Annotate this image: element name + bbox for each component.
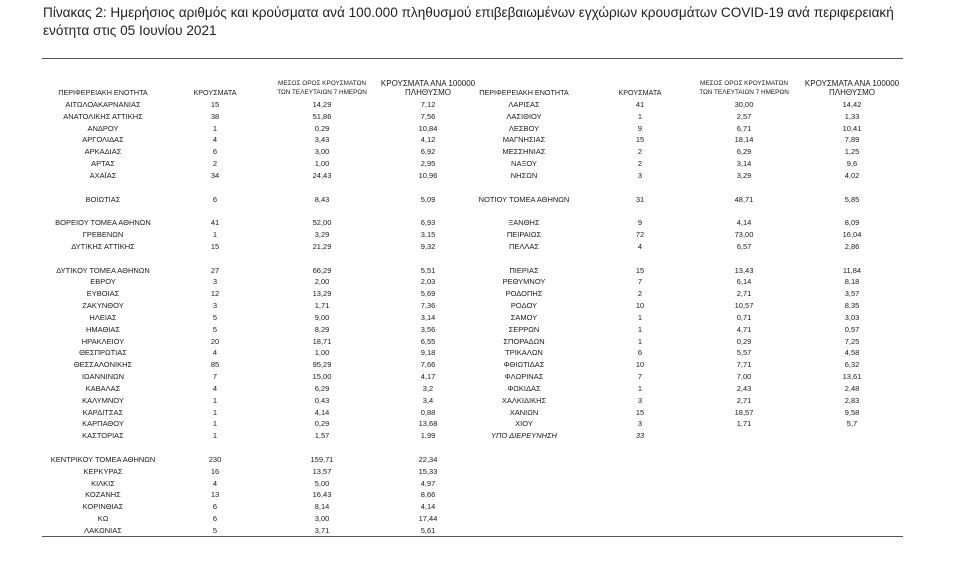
per100k-cell: 9,18 — [420, 348, 436, 358]
region-cell: ΠΕΙΡΑΙΩΣ — [506, 230, 542, 240]
avg7-cell: 51,86 — [312, 111, 332, 121]
avg7-cell: 13,43 — [734, 265, 754, 275]
per100k-cell: 5,69 — [420, 289, 436, 299]
cases-cell: 6 — [212, 147, 218, 157]
cases-cell: 31 — [635, 194, 645, 204]
cases-cell: 15 — [635, 265, 645, 275]
cases-cell: 16 — [210, 466, 220, 476]
avg7-cell: 6,57 — [736, 241, 752, 251]
avg7-cell: 2,00 — [314, 277, 330, 287]
per100k-cell: 1,33 — [844, 111, 860, 121]
cases-cell: 7 — [637, 372, 643, 382]
avg7-cell: 21,29 — [312, 241, 332, 251]
per100k-cell: 0,57 — [844, 324, 860, 334]
column-header-line: ΠΛΗΘΥΣΜΟ — [828, 88, 876, 97]
column-header-region: ΠΕΡΙΦΕΡΕΙΑΚΗ ΕΝΟΤΗΤΑ — [58, 88, 148, 97]
cases-cell: 1 — [637, 336, 643, 346]
column-header-line: ΚΡΟΥΣΜΑΤΑ ΑΝΑ 100000 — [804, 79, 900, 88]
per100k-cell: 4,58 — [844, 348, 860, 358]
row-spacer — [0, 205, 956, 217]
avg7-cell: 1,57 — [314, 431, 330, 441]
region-cell: ΑΙΤΩΛΟΑΚΑΡΝΑΝΙΑΣ — [65, 100, 141, 109]
avg7-cell: 2,71 — [736, 289, 752, 299]
table-row — [0, 489, 956, 501]
bottom-rule — [42, 536, 903, 537]
avg7-cell: 1,71 — [736, 419, 752, 429]
region-cell: ΑΝΑΤΟΛΙΚΗΣ ΑΤΤΙΚΗΣ — [63, 111, 143, 121]
avg7-cell: 2,43 — [736, 383, 752, 393]
per100k-cell: 3,15 — [420, 230, 436, 240]
cases-cell: 6 — [212, 194, 218, 204]
per100k-cell: 7,12 — [420, 100, 436, 109]
avg7-cell: 0,29 — [314, 123, 330, 133]
cases-cell: 4 — [212, 135, 218, 145]
avg7-cell: 159,71 — [310, 454, 334, 464]
table-row — [0, 265, 956, 277]
avg7-cell: 4,14 — [736, 218, 752, 228]
table-header — [0, 77, 956, 98]
table-row — [0, 324, 956, 336]
per100k-cell: 9,6 — [846, 159, 858, 169]
region-cell: ΝΗΣΩΝ — [510, 170, 538, 180]
cases-cell: 6 — [637, 348, 643, 358]
table-row — [0, 478, 956, 490]
per100k-cell: 3,03 — [844, 312, 860, 322]
avg7-cell: 4,14 — [314, 407, 330, 417]
region-cell: ΚΕΝΤΡΙΚΟΥ ΤΟΜΕΑ ΑΘΗΝΩΝ — [50, 454, 156, 464]
region-cell: ΓΡΕΒΕΝΩΝ — [82, 230, 124, 240]
per100k-cell: 3,57 — [844, 289, 860, 299]
table-row — [0, 395, 956, 407]
per100k-cell: 5,61 — [420, 525, 436, 535]
table-row — [0, 407, 956, 419]
region-cell: ΗΜΑΘΙΑΣ — [85, 324, 121, 334]
avg7-cell: 3,29 — [314, 230, 330, 240]
region-cell: ΚΟΖΑΝΗΣ — [85, 490, 121, 500]
avg7-cell: 14,29 — [312, 100, 332, 109]
cases-cell: 3 — [637, 419, 643, 429]
per100k-cell: 13,61 — [842, 372, 862, 382]
column-header-line: ΠΛΗΘΥΣΜΟ — [404, 88, 452, 97]
avg7-cell: 6,29 — [736, 147, 752, 157]
avg7-cell: 13,57 — [312, 466, 332, 476]
cases-cell: 6 — [212, 502, 218, 512]
column-header-line: ΤΩΝ ΤΕΛΕΥΤΑΙΩΝ 7 ΗΜΕΡΩΝ — [699, 89, 789, 96]
per100k-cell: 1,25 — [844, 147, 860, 157]
cases-cell: 13 — [210, 490, 220, 500]
column-header-region: ΠΕΡΙΦΕΡΕΙΑΚΗ ΕΝΟΤΗΤΑ — [479, 88, 569, 97]
cases-cell: 15 — [210, 241, 220, 251]
region-cell: ΖΑΚΥΝΘΟΥ — [82, 301, 124, 311]
cases-cell: 1 — [637, 383, 643, 393]
cases-cell: 10 — [635, 301, 645, 311]
table-row — [0, 194, 956, 206]
avg7-cell: 0,29 — [736, 336, 752, 346]
table-caption — [43, 4, 894, 40]
region-cell: ΧΙΟΥ — [515, 419, 533, 429]
region-cell: ΑΧΑΪΑΣ — [89, 170, 117, 180]
region-cell: ΜΑΓΝΗΣΙΑΣ — [502, 135, 546, 145]
avg7-cell: 0,71 — [736, 312, 752, 322]
region-cell: ΗΛΕΙΑΣ — [89, 312, 117, 322]
table-row — [0, 158, 956, 170]
cases-cell: 15 — [635, 407, 645, 417]
per100k-cell: 3,4 — [422, 395, 434, 405]
per100k-cell: 7,36 — [420, 301, 436, 311]
avg7-cell: 9,00 — [314, 312, 330, 322]
cases-cell: 4 — [212, 383, 218, 393]
avg7-cell: 30,00 — [734, 100, 754, 109]
region-cell: ΝΑΞΟΥ — [511, 159, 537, 169]
region-cell: ΙΩΑΝΝΙΝΩΝ — [81, 372, 125, 382]
region-cell: ΧΑΛΚΙΔΙΚΗΣ — [501, 395, 547, 405]
table-row — [0, 383, 956, 395]
per100k-cell: 5,7 — [846, 419, 858, 429]
avg7-cell: 1,00 — [314, 348, 330, 358]
cases-cell: 1 — [212, 407, 218, 417]
table-right-half — [0, 99, 956, 442]
cases-cell: 2 — [637, 147, 643, 157]
table-row — [0, 430, 956, 442]
column-header-7day-average — [684, 79, 804, 97]
per100k-cell: 2,83 — [844, 395, 860, 405]
avg7-cell: 2,57 — [736, 111, 752, 121]
avg7-cell: 4,71 — [736, 324, 752, 334]
avg7-cell: 15,00 — [312, 372, 332, 382]
cases-cell: 3 — [212, 301, 218, 311]
column-header-per-100k — [792, 79, 912, 97]
row-spacer — [0, 442, 956, 454]
avg7-cell: 0,29 — [314, 419, 330, 429]
per100k-cell: 7,25 — [844, 336, 860, 346]
cases-cell: 9 — [637, 218, 643, 228]
region-cell: ΛΑΚΩΝΙΑΣ — [84, 525, 122, 535]
row-spacer — [0, 253, 956, 265]
region-cell: ΚΑΒΑΛΑΣ — [85, 383, 121, 393]
region-cell: ΝΟΤΙΟΥ ΤΟΜΕΑ ΑΘΗΝΩΝ — [478, 194, 570, 204]
avg7-cell: 3,43 — [314, 135, 330, 145]
avg7-cell: 66,29 — [312, 265, 332, 275]
cases-cell: 230 — [208, 454, 222, 464]
avg7-cell: 6,71 — [736, 123, 752, 133]
top-rule — [42, 58, 903, 59]
column-header-line: ΚΡΟΥΣΜΑΤΑ ΑΝΑ 100000 — [380, 79, 476, 88]
region-cell: ΡΟΔΟΠΗΣ — [505, 289, 543, 299]
column-header-7day-average — [262, 79, 382, 97]
region-cell: ΣΕΡΡΩΝ — [508, 324, 540, 334]
table-caption-line-1: Πίνακας 2: Ημερήσιος αριθμός και κρούσματα ανά 100.000 πληθυσμού επιβεβαιωμένων εγχώριων κρουσμάτων COVID-19 ανά περιφερειακή — [43, 5, 894, 20]
table-row — [0, 418, 956, 430]
per100k-cell: 6,92 — [420, 147, 436, 157]
avg7-cell: 3,71 — [314, 525, 330, 535]
per100k-cell: 13,68 — [418, 419, 438, 429]
table-row — [0, 371, 956, 383]
avg7-cell: 7,00 — [736, 372, 752, 382]
per100k-cell: 1,99 — [420, 431, 436, 441]
table-row — [0, 288, 956, 300]
cases-cell: 4 — [637, 241, 643, 251]
avg7-cell: 18,71 — [312, 336, 332, 346]
cases-cell: 41 — [635, 100, 645, 109]
table-row — [0, 347, 956, 359]
avg7-cell: 18,57 — [734, 407, 754, 417]
avg7-cell: 95,29 — [312, 360, 332, 370]
table-row — [0, 312, 956, 324]
table-row — [0, 123, 956, 135]
cases-cell: 10 — [635, 360, 645, 370]
column-header-cases: ΚΡΟΥΣΜΑΤΑ — [193, 88, 237, 97]
per100k-cell: 4,02 — [844, 170, 860, 180]
cases-cell: 1 — [637, 324, 643, 334]
per100k-cell: 5,85 — [844, 194, 860, 204]
region-cell: ΚΑΣΤΟΡΙΑΣ — [82, 431, 124, 441]
per100k-cell: 14,42 — [842, 100, 862, 109]
avg7-cell: 6,14 — [736, 277, 752, 287]
region-cell: ΛΑΡΙΣΑΣ — [508, 100, 540, 109]
table-row — [0, 466, 956, 478]
per100k-cell: 7,89 — [844, 135, 860, 145]
avg7-cell: 3,00 — [314, 513, 330, 523]
cases-cell: 3 — [637, 170, 643, 180]
per100k-cell: 3,14 — [420, 312, 436, 322]
avg7-cell: 6,29 — [314, 383, 330, 393]
cases-cell: 1 — [212, 230, 218, 240]
table-row — [0, 146, 956, 158]
region-cell: ΡΟΔΟΥ — [510, 301, 538, 311]
per100k-cell: 3,56 — [420, 324, 436, 334]
per100k-cell: 5,09 — [420, 194, 436, 204]
per100k-cell: 10,84 — [418, 123, 438, 133]
per100k-cell: 4,12 — [420, 135, 436, 145]
region-cell: ΠΙΕΡΙΑΣ — [509, 265, 539, 275]
per100k-cell: 16,04 — [842, 230, 862, 240]
region-cell: ΕΥΒΟΙΑΣ — [86, 289, 120, 299]
region-cell: ΑΝΔΡΟΥ — [87, 123, 119, 133]
avg7-cell: 10,57 — [734, 301, 754, 311]
avg7-cell: 5,57 — [736, 348, 752, 358]
table-body — [0, 99, 956, 539]
cases-cell: 1 — [212, 395, 218, 405]
cases-cell: 1 — [212, 431, 218, 441]
avg7-cell: 8,14 — [314, 502, 330, 512]
avg7-cell: 18,14 — [734, 135, 754, 145]
cases-cell: 5 — [212, 312, 218, 322]
region-cell: ΚΑΡΠΑΘΟΥ — [82, 419, 124, 429]
cases-cell: 1 — [212, 123, 218, 133]
region-cell: ΥΠΟ ΔΙΕΡΕΥΝΗΣΗ — [491, 431, 557, 441]
per100k-cell: 8,18 — [844, 277, 860, 287]
region-cell: ΘΕΣΣΑΛΟΝΙΚΗΣ — [73, 360, 133, 370]
avg7-cell: 16,43 — [312, 490, 332, 500]
cases-cell: 2 — [637, 289, 643, 299]
per100k-cell: 17,44 — [418, 513, 438, 523]
per100k-cell: 10,96 — [418, 170, 438, 180]
region-cell: ΞΑΝΘΗΣ — [508, 218, 540, 228]
region-cell: ΚΕΡΚΥΡΑΣ — [83, 466, 123, 476]
region-cell: ΦΛΩΡΙΝΑΣ — [504, 372, 544, 382]
avg7-cell: 8,29 — [314, 324, 330, 334]
avg7-cell: 73,00 — [734, 230, 754, 240]
per100k-cell: 7,66 — [420, 360, 436, 370]
table-row — [0, 359, 956, 371]
cases-cell: 72 — [635, 230, 645, 240]
cases-cell: 15 — [635, 135, 645, 145]
per100k-cell: 10,41 — [842, 123, 862, 133]
table-row — [0, 229, 956, 241]
cases-cell: 5 — [212, 324, 218, 334]
avg7-cell: 48,71 — [734, 194, 754, 204]
region-cell: ΔΥΤΙΚΗΣ ΑΤΤΙΚΗΣ — [71, 241, 135, 251]
avg7-cell: 0,43 — [314, 395, 330, 405]
per100k-cell: 7,56 — [420, 111, 436, 121]
avg7-cell: 8,43 — [314, 194, 330, 204]
avg7-cell: 2,71 — [736, 395, 752, 405]
region-cell: ΒΟΡΕΙΟΥ ΤΟΜΕΑ ΑΘΗΝΩΝ — [55, 218, 151, 228]
avg7-cell: 24,43 — [312, 170, 332, 180]
region-cell: ΑΡΓΟΛΙΔΑΣ — [82, 135, 124, 145]
region-cell: ΜΕΣΣΗΝΙΑΣ — [502, 147, 546, 157]
cases-cell: 3 — [212, 277, 218, 287]
cases-cell: 20 — [210, 336, 220, 346]
region-cell: ΚΟΡΙΝΘΙΑΣ — [82, 502, 124, 512]
region-cell: ΦΘΙΩΤΙΔΑΣ — [503, 360, 545, 370]
per100k-cell: 8,35 — [844, 301, 860, 311]
per100k-cell: 0,88 — [420, 407, 436, 417]
row-spacer — [0, 182, 956, 194]
table-row — [0, 99, 956, 111]
region-cell: ΤΡΙΚΑΛΩΝ — [505, 348, 543, 358]
region-cell: ΕΒΡΟΥ — [90, 277, 116, 287]
cases-cell: 1 — [212, 419, 218, 429]
column-header-line: ΜΕΣΟΣ ΟΡΟΣ ΚΡΟΥΣΜΑΤΩΝ — [700, 80, 788, 87]
cases-cell: 85 — [210, 360, 220, 370]
per100k-cell: 9,32 — [420, 241, 436, 251]
cases-cell: 5 — [212, 525, 218, 535]
per100k-cell: 8,66 — [420, 490, 436, 500]
cases-cell: 2 — [212, 159, 218, 169]
cases-cell: 38 — [210, 111, 220, 121]
per100k-cell: 3,2 — [422, 383, 434, 393]
table-row — [0, 336, 956, 348]
avg7-cell: 13,29 — [312, 289, 332, 299]
per100k-cell: 6,32 — [844, 360, 860, 370]
cases-cell: 6 — [212, 513, 218, 523]
table-row — [0, 111, 956, 123]
avg7-cell: 3,14 — [736, 159, 752, 169]
cases-cell: 27 — [210, 265, 220, 275]
region-cell: ΚΙΛΚΙΣ — [91, 478, 115, 488]
cases-cell: 1 — [637, 312, 643, 322]
per100k-cell: 2,86 — [844, 241, 860, 251]
per100k-cell: 15,33 — [418, 466, 438, 476]
per100k-cell: 4,17 — [420, 372, 436, 382]
cases-cell: 15 — [210, 100, 220, 109]
region-cell: ΣΑΜΟΥ — [510, 312, 538, 322]
cases-cell: 33 — [635, 431, 645, 441]
avg7-cell: 52,00 — [312, 218, 332, 228]
per100k-cell: 6,93 — [420, 218, 436, 228]
avg7-cell: 3,00 — [314, 147, 330, 157]
region-cell: ΧΑΝΙΩΝ — [509, 407, 539, 417]
per100k-cell: 22,34 — [418, 454, 438, 464]
per100k-cell: 2,03 — [420, 277, 436, 287]
region-cell: ΚΑΛΥΜΝΟΥ — [82, 395, 124, 405]
region-cell: ΡΕΘΥΜΝΟΥ — [502, 277, 546, 287]
cases-cell: 9 — [637, 123, 643, 133]
cases-cell: 12 — [210, 289, 220, 299]
per100k-cell: 2,95 — [420, 159, 436, 169]
per100k-cell: 2,48 — [844, 383, 860, 393]
table-row — [0, 525, 956, 537]
table-row — [0, 454, 956, 466]
cases-cell: 41 — [210, 218, 220, 228]
cases-cell: 34 — [210, 170, 220, 180]
per100k-cell: 4,14 — [420, 502, 436, 512]
avg7-cell: 1,00 — [314, 159, 330, 169]
region-cell: ΛΑΣΙΘΙΟΥ — [506, 111, 542, 121]
region-cell: ΑΡΤΑΣ — [91, 159, 115, 169]
per100k-cell: 8,09 — [844, 218, 860, 228]
table-row — [0, 241, 956, 253]
region-cell: ΣΠΟΡΑΔΩΝ — [503, 336, 545, 346]
region-cell: ΦΩΚΙΔΑΣ — [507, 383, 541, 393]
cases-cell: 1 — [637, 111, 643, 121]
region-cell: ΚΑΡΔΙΤΣΑΣ — [82, 407, 124, 417]
cases-cell: 7 — [212, 372, 218, 382]
per100k-cell: 9,58 — [844, 407, 860, 417]
table-row — [0, 501, 956, 513]
cases-cell: 3 — [637, 395, 643, 405]
per100k-cell: 11,84 — [842, 265, 862, 275]
region-cell: ΑΡΚΑΔΙΑΣ — [84, 147, 122, 157]
column-header-cases: ΚΡΟΥΣΜΑΤΑ — [618, 88, 662, 97]
cases-cell: 4 — [212, 478, 218, 488]
table-row — [0, 300, 956, 312]
region-cell: ΛΕΣΒΟΥ — [508, 123, 540, 133]
avg7-cell: 5,00 — [314, 478, 330, 488]
cases-cell: 7 — [637, 277, 643, 287]
column-header-line: ΜΕΣΟΣ ΟΡΟΣ ΚΡΟΥΣΜΑΤΩΝ — [278, 80, 366, 87]
avg7-cell: 1,71 — [314, 301, 330, 311]
region-cell: ΘΕΣΠΡΩΤΙΑΣ — [79, 348, 127, 358]
per100k-cell: 5,51 — [420, 265, 436, 275]
avg7-cell: 7,71 — [736, 360, 752, 370]
region-cell: ΚΩ — [97, 513, 109, 523]
per100k-cell: 4,97 — [420, 478, 436, 488]
table-row — [0, 217, 956, 229]
region-cell: ΒΟΙΩΤΙΑΣ — [85, 194, 121, 204]
column-header-line: ΤΩΝ ΤΕΛΕΥΤΑΙΩΝ 7 ΗΜΕΡΩΝ — [277, 89, 367, 96]
table-caption-line-2: ενότητα στις 05 Ιουνίου 2021 — [43, 23, 217, 38]
cases-cell: 4 — [212, 348, 218, 358]
table-row — [0, 170, 956, 182]
avg7-cell: 3,29 — [736, 170, 752, 180]
cases-cell: 2 — [637, 159, 643, 169]
table-row — [0, 134, 956, 146]
region-cell: ΗΡΑΚΛΕΙΟΥ — [81, 336, 125, 346]
table-row — [0, 513, 956, 525]
table-row — [0, 276, 956, 288]
region-cell: ΔΥΤΙΚΟΥ ΤΟΜΕΑ ΑΘΗΝΩΝ — [56, 265, 150, 275]
region-cell: ΠΕΛΛΑΣ — [508, 241, 540, 251]
per100k-cell: 6,55 — [420, 336, 436, 346]
